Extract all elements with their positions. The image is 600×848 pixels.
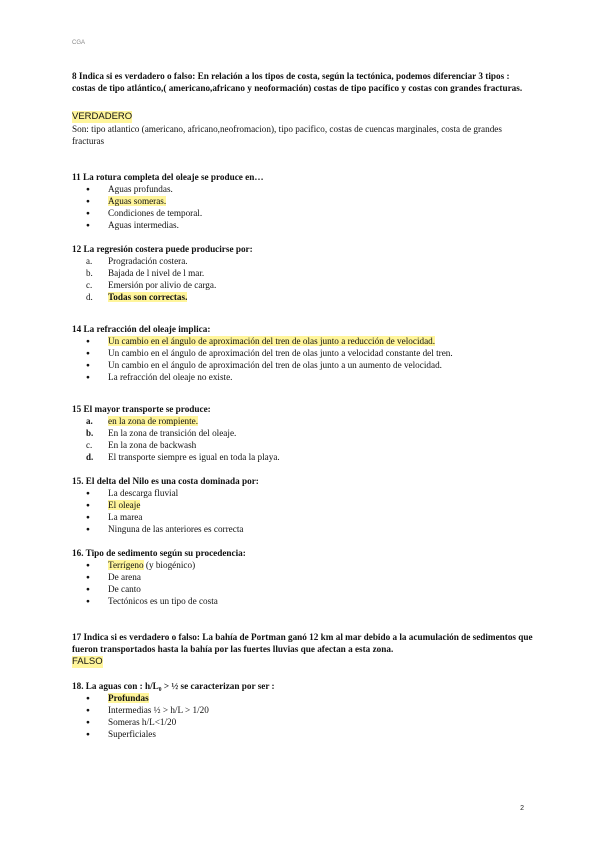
list-item: ● Profundas [72,692,534,704]
list-item: b. En la zona de transición del oleaje. [86,428,237,438]
list-item: ● Someras h/L<1/20 [72,716,534,728]
options-15-delta [72,487,534,535]
list-item: a. en la zona de rompiente. [86,416,199,426]
answer-17: FALSO [72,656,103,667]
list-item: ● De arena [72,571,534,583]
options-14 [72,335,534,383]
list-item: c. Emersión por alivio de carga. [86,280,217,290]
explanation-8: Son: tipo atlantico (americano, africano,neofromacion), tipo pacifico, costas de cuencas marginales, costa de grandes fracturas [72,124,502,146]
list-item: ● El oleaje [72,499,534,511]
question-15-transporte: 15 El mayor transporte se produce: [72,404,211,414]
list-item: ● Aguas someras. [72,195,534,207]
bullet-icon [86,595,100,609]
answer-8: VERDADERO [72,111,133,122]
list-item: a. Progradación costera. [86,256,188,266]
question-11: 11 La rotura completa del oleaje se produce en… [72,172,264,182]
question-12: 12 La regresión costera puede producirse por: [72,244,253,254]
list-item: ● Un cambio en el ángulo de aproximación del tren de olas junto a velocidad constante del tren. [72,347,534,359]
question-16: 16. Tipo de sedimento según su procedencia: [72,548,246,558]
question-8: 8 Indica si es verdadero o falso: En relación a los tipos de costa, según la tectónica, podemos diferenciar 3 tipos : costas de tipo atlántico,( americano,africano y neoformación) costas de tipo pacífico y costas con grandes fracturas. [72,71,523,93]
bullet-icon [86,219,100,233]
bullet-icon [86,523,100,537]
list-item: ● Aguas intermedias. [72,219,534,231]
list-item: b. Bajada de l nivel de l mar. [86,268,205,278]
list-item: ● La refracción del oleaje no existe. [72,371,534,383]
options-15-transporte [72,415,534,463]
list-item: c. En la zona de backwash [86,440,197,450]
options-18 [72,692,534,740]
list-item: ● Un cambio en el ángulo de aproximación del tren de olas junto a reducción de velocidad. [72,335,534,347]
question-17: 17 Indica si es verdadero o falso: La bahía de Portman ganó 12 km al mar debido a la acumulación de sedimentos que fueron transportados hasta la bahía por las fuertes lluvias que afectan a esta zona. [72,632,533,654]
header-mark: CGA [72,40,86,46]
question-18: 18. La aguas con : h/L₀ > ½ se caracterizan por ser : [72,681,275,691]
list-item: ● Ninguna de las anteriores es correcta [72,523,534,535]
options-16 [72,559,534,607]
question-14: 14 La refracción del oleaje implica: [72,324,211,334]
list-item: d. Todas son correctas. [86,292,188,302]
list-item: d. El transporte siempre es igual en toda la playa. [86,452,280,462]
options-11 [72,183,534,231]
list-item: ● Aguas profundas. [72,183,534,195]
list-item: ● La descarga fluvial [72,487,534,499]
document-content [72,70,534,740]
options-12 [72,255,534,303]
list-item: ● Condiciones de temporal. [72,207,534,219]
list-item: ● Tectónicos es un tipo de costa [72,595,534,607]
bullet-icon [86,371,100,385]
bullet-icon [86,728,100,742]
list-item: ● Terrígeno (y biogénico) [72,559,534,571]
list-item: ● Un cambio en el ángulo de aproximación del tren de olas junto a un aumento de velocidad. [72,359,534,371]
list-item: ● La marea [72,511,534,523]
list-item: ● De canto [72,583,534,595]
list-item: ● Superficiales [72,728,534,740]
question-15-delta: 15. El delta del Nilo es una costa dominada por: [72,476,259,486]
list-item: ● Intermedias ½ > h/L > 1/20 [72,704,534,716]
page-number: 2 [520,805,524,812]
